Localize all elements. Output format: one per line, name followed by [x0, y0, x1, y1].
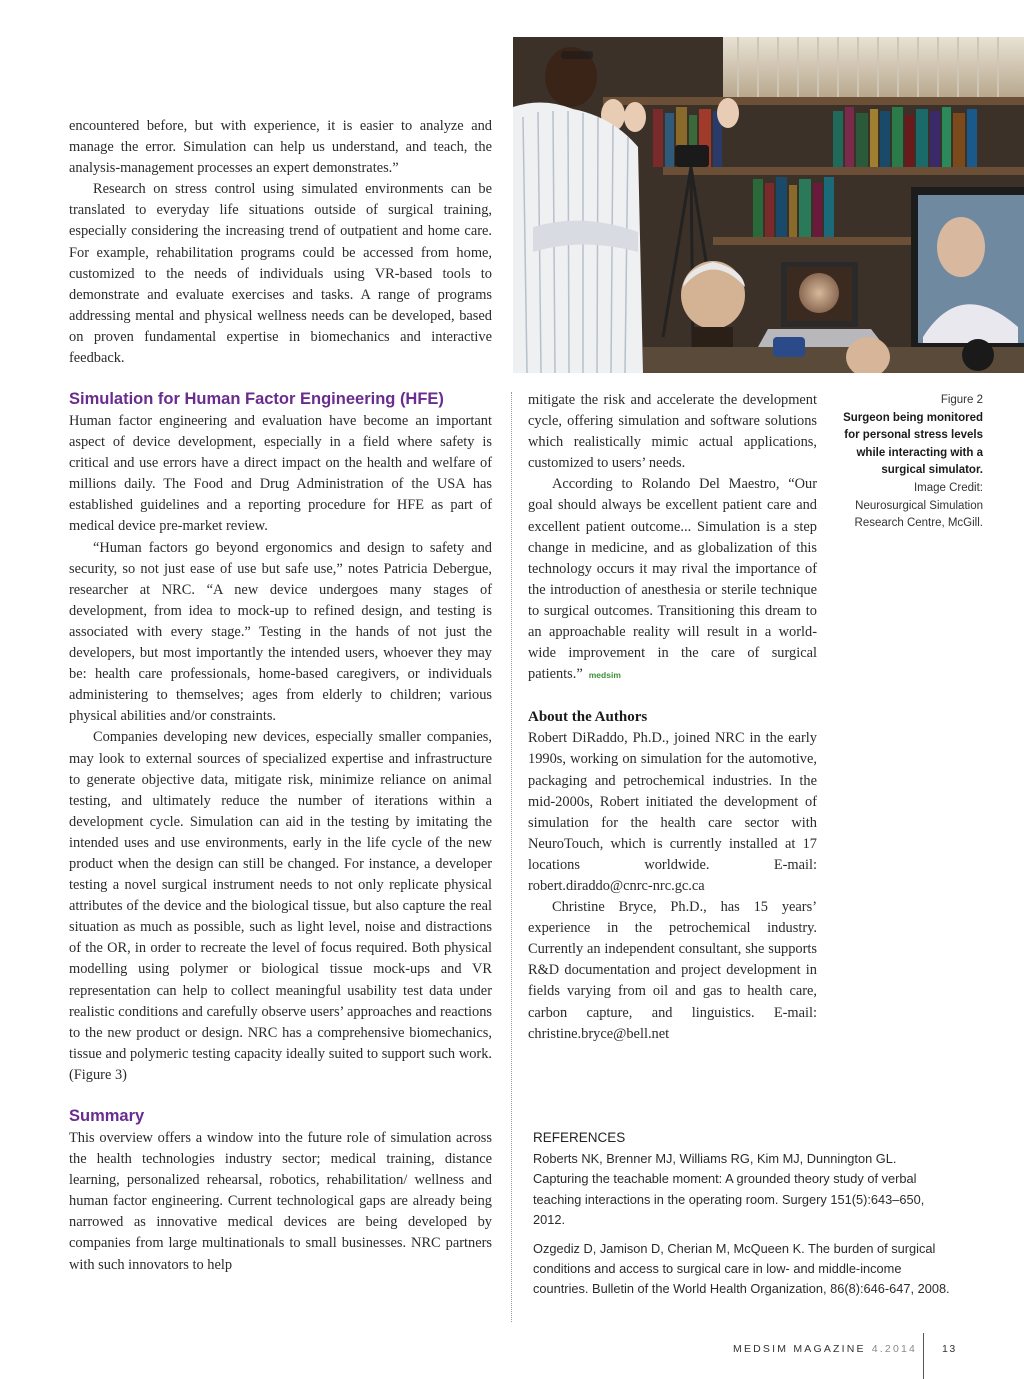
intro-text	[69, 116, 492, 369]
column-divider	[511, 392, 512, 1322]
footer-magazine-name	[733, 1343, 917, 1355]
page-number: 13	[942, 1343, 957, 1355]
figure-label: Figure 2	[940, 394, 983, 406]
about-authors-heading: About the Authors	[528, 709, 648, 726]
summary-paragraph-1: This overview offers a window into the future role of simulation across the health technologies industry sector; medical training, distance learning, personalized rehearsal, robotics, rehabilitation/ wellness and human factor engineering. Current technological gaps are already being narrowed as innovative medical devices are being developed by companies from large multinationals to small businesses. NRC partners with such innovators to help	[69, 1130, 492, 1273]
reference-item: Ozgediz D, Jamison D, Cherian M, McQueen K. The burden of surgical conditions and access to surgical care in low- and middle-income countries. Bulletin of the World Health Organization, 86(8):646-647, 2008.	[533, 1241, 950, 1297]
reference-item: Roberts NK, Brenner MJ, Williams RG, Kim MJ, Dunnington GL. Capturing the teachable moment: A grounded theory study of verbal teaching interactions in the operating room. Surgery 151(5):643–650, 2012.	[533, 1151, 925, 1227]
figure-title: Surgeon being monitored for personal stress levels while interacting with a surgical simulator.	[843, 411, 983, 477]
surgeon-simulator-photo-illustration	[513, 37, 1024, 373]
left-column	[69, 389, 492, 1276]
summary-heading: Summary	[69, 1107, 145, 1125]
footer-divider	[923, 1333, 924, 1379]
references-heading: REFERENCES	[533, 1130, 626, 1145]
references-section	[533, 1128, 953, 1309]
magazine-name: MEDSIM MAGAZINE	[733, 1343, 866, 1355]
hfe-paragraph-2: “Human factors go beyond ergonomics and design to safety and security, so not just ease of use but safe use,” notes Patricia Debergue, researcher at NRC. “A new device undergoes many stages of development, from idea to mock-up to refined design, and testing is associated with every stage.” Testing in the hands of not just the developers, but most importantly the intended users, whoever they may be: health care professionals, home-based caregivers, or individuals administering to themselves; ages from elderly to children; various physical abilities and/or constraints.	[69, 539, 492, 725]
hfe-heading: Simulation for Human Factor Engineering (HFE)	[69, 390, 444, 408]
figure-2-photo	[513, 37, 1024, 373]
hfe-paragraph-1: Human factor engineering and evaluation have become an important aspect of device development, especially in a field where safety is critical and use errors have a direct impact on the health and welfare of millions daily. The Food and Drug Administration of the USA has established guidelines and a reporting procedure for HFE as part of medical device pre-market review.	[69, 413, 492, 535]
hfe-paragraph-3: Companies developing new devices, especially smaller companies, may look to external sources of specialized expertise and infrastructure to generate objective data, mitigate risk, minimize reliance on animal testing, and ultimately reduce the number of iterations within a development cycle. Simulation can aid in the testing by imitating the intended uses and use environments, early in the life cycle of the new product when the design can still be changed. For instance, a developer testing a novel surgical instrument needs to not only replicate physical attributes of the device and the biological tissue, but also capture the real situation as much as possible, such as light level, noise and distractions of the OR, in order to recreate the level of focus required. Both physical modelling using polymer or biological tissue mock-ups and VR representation can help to collect meaningful usability test data under realistic conditions and carefully observe users’ approaches and reactions to the new product or design. NRC has a comprehensive biomechanics, tissue and polymeric testing capacity ideally suited to support such work. (Figure 3)	[69, 729, 492, 1083]
middle-column	[528, 390, 817, 1045]
mid-paragraph-1: mitigate the risk and accelerate the development cycle, offering simulation and software solutions which realistically mimic actual applications, customized to users’ needs.	[528, 392, 817, 472]
medsim-end-mark: medsim	[588, 670, 621, 681]
author-bio-diraddo: Robert DiRaddo, Ph.D., joined NRC in the early 1990s, working on simulation for the automotive, packaging and petrochemical industries. In the mid-2000s, Robert initiated the development of simulation for the health care sector with NeuroTouch, which is currently installed at 17 locations worldwide. E-mail: robert.diraddo@cnrc-nrc.gc.ca	[528, 730, 817, 894]
author-bio-bryce: Christine Bryce, Ph.D., has 15 years’ experience in the petrochemical industry. Currently an independent consultant, she supports R&D documentation and project development in fields varying from oil and gas to health care, carbon capture, and linguistics. E-mail: christine.bryce@bell.net	[528, 899, 817, 1042]
intro-paragraph-1: encountered before, but with experience, it is easier to analyze and manage the error. Simulation can help us understand, and teach, the analysis-management processes an expert demonstrates.”	[69, 118, 492, 177]
mid-paragraph-2	[528, 474, 817, 686]
intro-paragraph-2: Research on stress control using simulated environments can be translated to everyday life situations outside of surgical training, especially considering the increasing trend of outpatient and home care. For example, rehabilitation programs could be accessed from home, customized to the needs of individuals using VR-based tools to demonstrate and evaluate exercises and tasks. A range of programs addressing mental and physical wellness needs can be developed, based on proven fundamental expertise in biomechanics and interactive feedback.	[69, 181, 492, 367]
mid-paragraph-2-text: According to Rolando Del Maestro, “Our goal should always be excellent patient care and excellent patient outcome... Simulation is a step change in medicine, and as globalization of this technology occurs it may rival the importance of the introduction of anesthesia or sterile technique to surgical outcomes. Transitioning this dream to an approachable reality will result in a world-wide improvement in the care of surgical patients.”	[528, 476, 817, 683]
figure-credit: Image Credit: Neurosurgical Simulation Research Centre, McGill.	[854, 481, 983, 530]
issue-number: 4.2014	[871, 1343, 918, 1355]
figure-caption	[842, 392, 983, 533]
